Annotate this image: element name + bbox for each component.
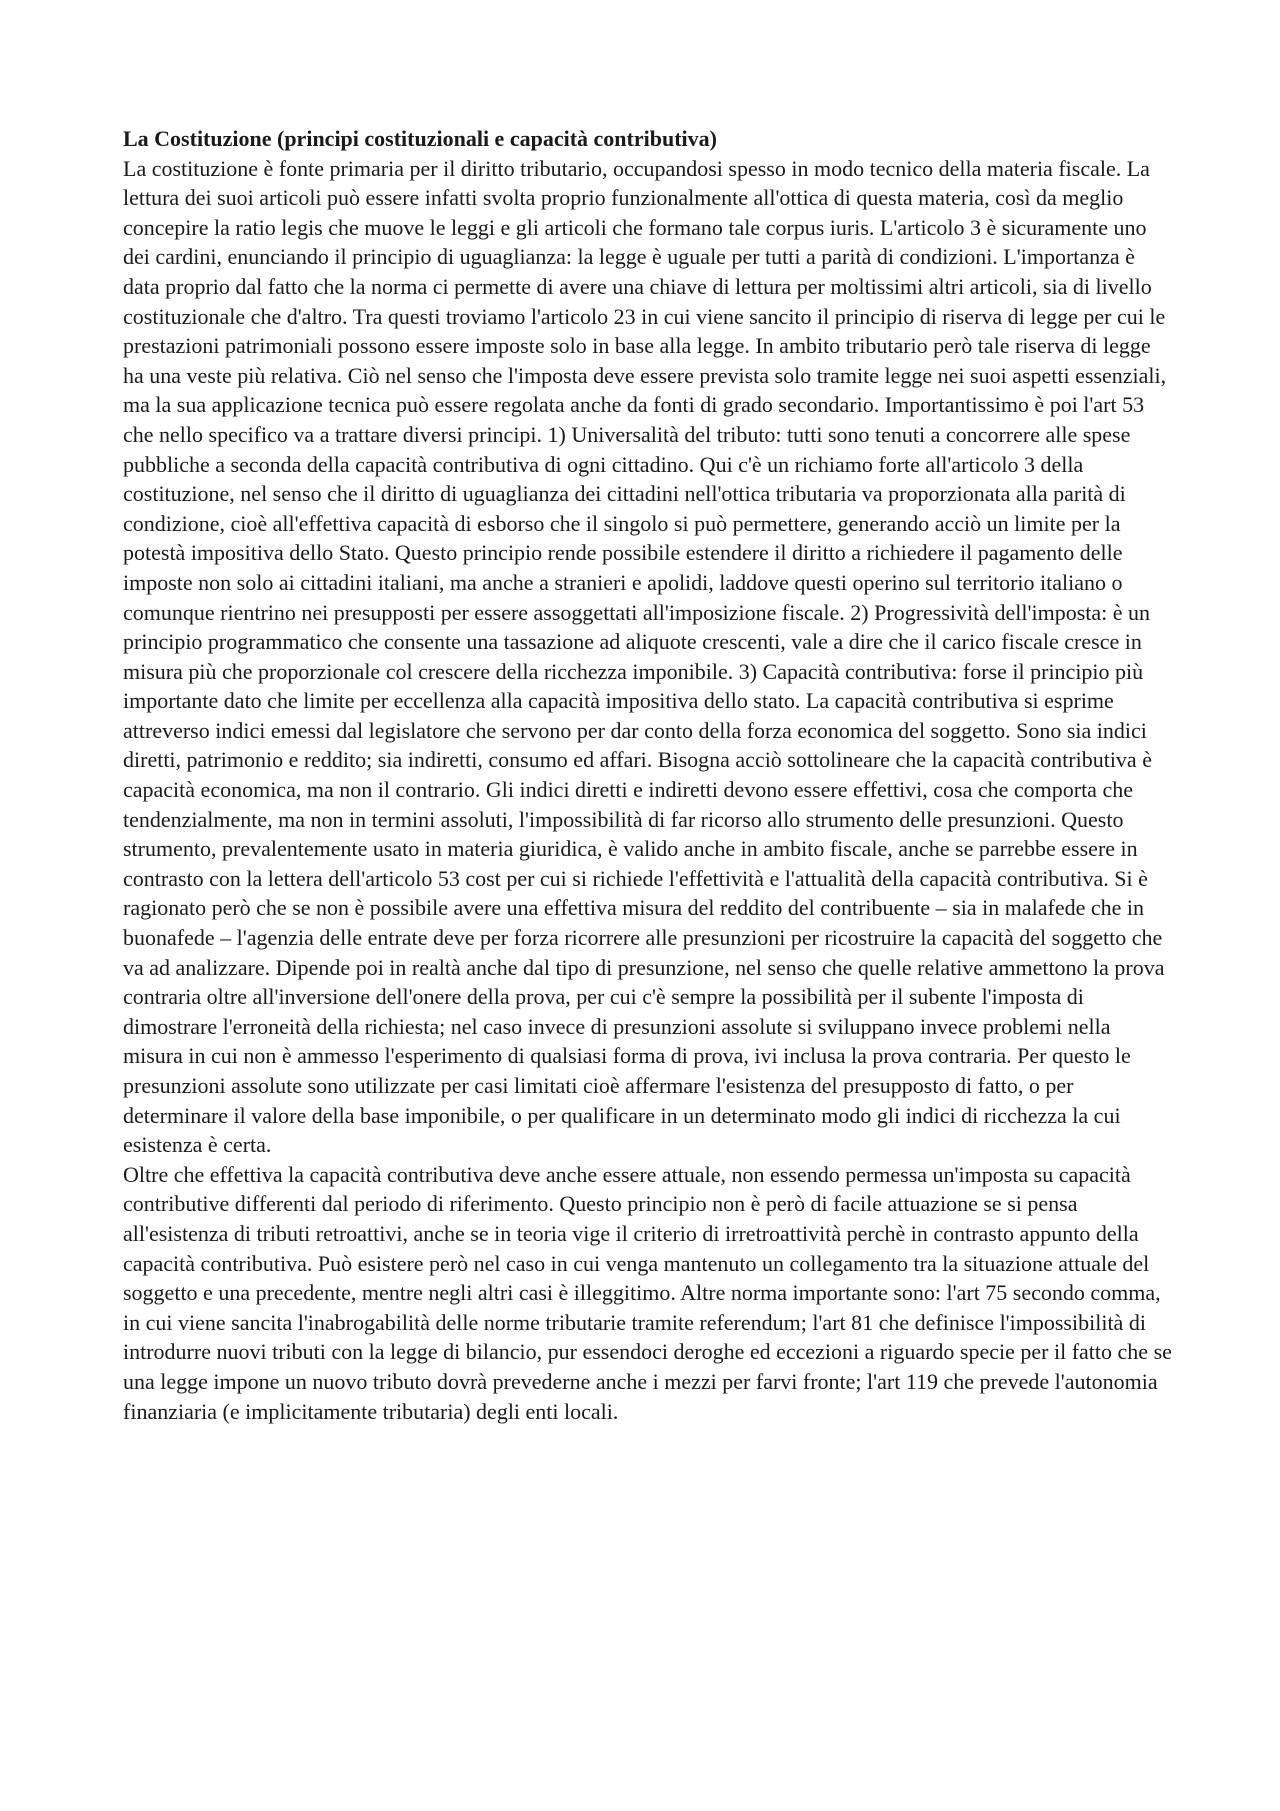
document-body <box>123 124 1175 1426</box>
paragraph-2: Oltre che effettiva la capacità contributiva deve anche essere attuale, non essendo permessa un'imposta su capacità contributive differenti dal periodo di riferimento. Questo principio non è però di facile attuazione se si pensa all'esistenza di tributi retroattivi, anche se in teoria vige il criterio di irretroattività perchè in contrasto appunto della capacità contributiva. Può esistere però nel caso in cui venga mantenuto un collegamento tra la situazione attuale del soggetto e una precedente, mentre negli altri casi è illeggitimo. Altre norma importante sono: l'art 75 secondo comma, in cui viene sancita l'inabrogabilità delle norme tributarie tramite referendum; l'art 81 che definisce l'impossibilità di introdurre nuovi tributi con la legge di bilancio, pur essendoci deroghe ed eccezioni a riguardo specie per il fatto che se una legge impone un nuovo tributo dovrà prevederne anche i mezzi per farvi fronte; l'art 119 che prevede l'autonomia finanziaria (e implicitamente tributaria) degli enti locali. <box>123 1161 1172 1424</box>
paragraph-1: La costituzione è fonte primaria per il diritto tributario, occupandosi spesso in modo tecnico della materia fiscale. La lettura dei suoi articoli può essere infatti svolta proprio funzionalmente all'ottica di questa materia, così da meglio concepire la ratio legis che muove le leggi e gli articoli che formano tale corpus iuris. L'articolo 3 è sicuramente uno dei cardini, enunciando il principio di uguaglianza: la legge è uguale per tutti a parità di condizioni. L'importanza è data proprio dal fatto che la norma ci permette di avere una chiave di lettura per moltissimi altri articoli, sia di livello costituzionale che d'altro. Tra questi troviamo l'articolo 23 in cui viene sancito il principio di riserva di legge per cui le prestazioni patrimoniali possono essere imposte solo in base alla legge. In ambito tributario però tale riserva di legge ha una veste più relativa. Ciò nel senso che l'imposta deve essere prevista solo tramite legge nei suoi aspetti essenziali, ma la sua applicazione tecnica può essere regolata anche da fonti di grado secondario. Importantissimo è poi l'art 53 che nello specifico va a trattare diversi principi. 1) Universalità del tributo: tutti sono tenuti a concorrere alle spese pubbliche a seconda della capacità contributiva di ogni cittadino. Qui c'è un richiamo forte all'articolo 3 della costituzione, nel senso che il diritto di uguaglianza dei cittadini nell'ottica tributaria va proporzionata alla parità di condizione, cioè all'effettiva capacità di esborso che il singolo si può permettere, generando acciò un limite per la potestà impositiva dello Stato. Questo principio rende possibile estendere il diritto a richiedere il pagamento delle imposte non solo ai cittadini italiani, ma anche a stranieri e apolidi, laddove questi operino sul territorio italiano o comunque rientrino nei presupposti per essere assoggettati all'imposizione fiscale. 2) Progressività dell'imposta: è un principio programmatico che consente una tassazione ad aliquote crescenti, vale a dire che il carico fiscale cresce in misura più che proporzionale col crescere della ricchezza imponibile. 3) Capacità contributiva: forse il principio più importante dato che limite per eccellenza alla capacità impositiva dello stato. La capacità contributiva si esprime attreverso indici emessi dal legislatore che servono per dar conto della forza economica del soggetto. Sono sia indici diretti, patrimonio e reddito; sia indiretti, consumo ed affari. Bisogna acciò sottolineare che la capacità contributiva è capacità economica, ma non il contrario. Gli indici diretti e indiretti devono essere effettivi, cosa che comporta che tendenzialmente, ma non in termini assoluti, l'impossibilità di far ricorso allo strumento delle presunzioni. Questo strumento, prevalentemente usato in materia giuridica, è valido anche in ambito fiscale, anche se parrebbe essere in contrasto con la lettera dell'articolo 53 cost per cui si richiede l'effettività e l'attualità della capacità contributiva. Si è ragionato però che se non è possibile avere una effettiva misura del reddito del contribuente – sia in malafede che in buonafede – l'agenzia delle entrate deve per forza ricorrere alle presunzioni per ricostruire la capacità del soggetto che va ad analizzare. Dipende poi in realtà anche dal tipo di presunzione, nel senso che quelle relative ammettono la prova contraria oltre all'inversione dell'onere della prova, per cui c'è sempre la possibilità per il subente l'imposta di dimostrare l'erroneità della richiesta; nel caso invece di presunzioni assolute si sviluppano invece problemi nella misura in cui non è ammesso l'esperimento di qualsiasi forma di prova, ivi inclusa la prova contraria. Per questo le presunzioni assolute sono utilizzate per casi limitati cioè affermare l'esistenza del presupposto di fatto, o per determinare il valore della base imponibile, o per qualificare in un determinato modo gli indici di ricchezza la cui esistenza è certa. <box>123 155 1167 1158</box>
document-title: La Costituzione (principi costituzionali e capacità contributiva) <box>123 126 717 151</box>
